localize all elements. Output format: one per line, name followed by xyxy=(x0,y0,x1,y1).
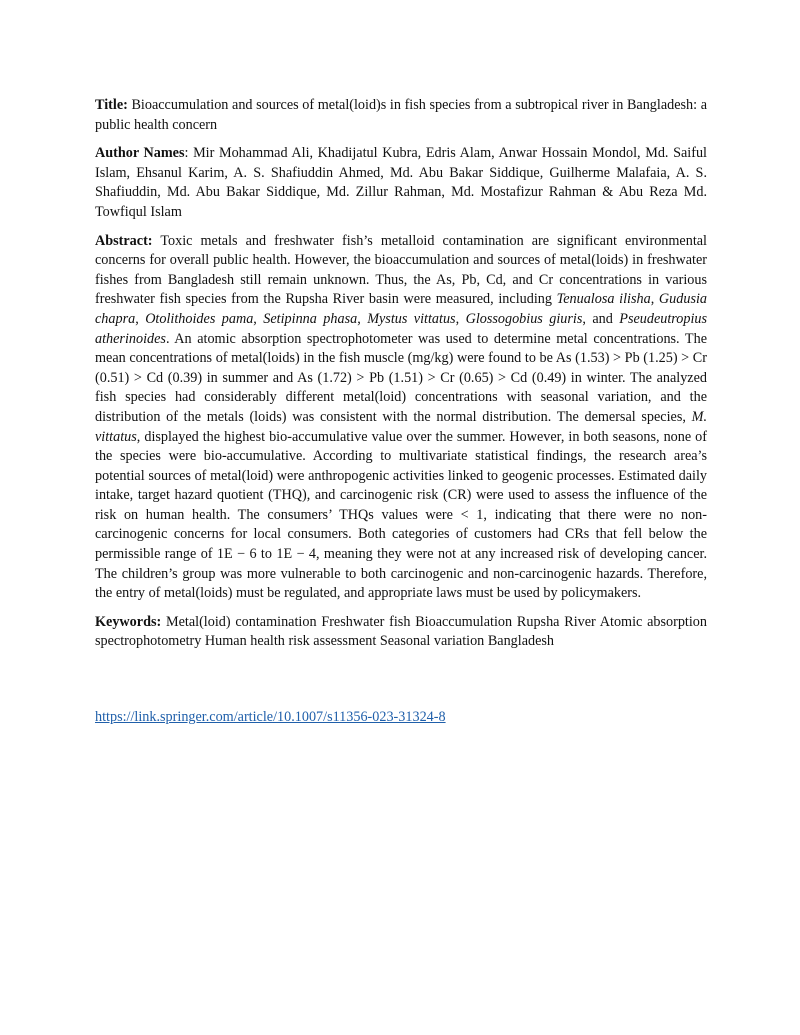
document-body xyxy=(95,96,707,661)
separator: , xyxy=(357,310,368,327)
species-name: Tenualosa ilisha xyxy=(556,291,651,308)
keywords-text: Metal(loid) contamination Freshwater fish Bioaccumulation Rupsha River Atomic absorption spectrophotometry Human health risk assessment Seasonal variation Bangladesh xyxy=(95,613,707,650)
keywords-label: Keywords: xyxy=(95,613,162,630)
title-text: Bioaccumulation and sources of metal(loid)s in fish species from a subtropical river in Bangladesh: a public health concern xyxy=(95,97,707,133)
separator: , xyxy=(135,310,146,327)
abstract-text-1: Toxic metals and freshwater fish’s metalloid contamination are significant environmental concerns for overall public health. However, the bioaccumulation and sources of metal(loids) in freshwater fishes from Bangladesh still remain unknown. Thus, the As, Pb, Cd, and Cr concentrations in various freshwater fish species from the Rupsha River basin were measured, including xyxy=(95,232,707,308)
title-paragraph xyxy=(95,96,707,135)
abstract-paragraph xyxy=(95,232,707,604)
species-name: Setipinna phasa xyxy=(263,310,358,327)
separator: , xyxy=(253,310,264,327)
separator: , and xyxy=(582,310,620,327)
separator: , xyxy=(455,310,466,327)
article-link[interactable]: https://link.springer.com/article/10.1007/s11356-023-31324-8 xyxy=(95,709,446,725)
species-name: Mystus vittatus xyxy=(367,310,456,327)
authors-label: Author Names xyxy=(95,145,185,162)
species-name: Gudusia chapra xyxy=(95,291,708,327)
authors-text: : Mir Mohammad Ali, Khadijatul Kubra, Edris Alam, Anwar Hossain Mondol, Md. Saiful Islam, Ehsanul Karim, A. S. Shafiuddin Ahmed, Md. Abu Bakar Siddique, Guilherme Malafaia, A. S. Shafiuddin, Md. Abu Bakar Siddique, Md. Zillur Rahman, Md. Mostafizur Rahman & Abu Reza Md. Towfiqul Islam xyxy=(95,145,707,220)
species-name: Otolithoides pama xyxy=(145,310,254,327)
abstract-text-2: . An atomic absorption spectrophotometer was used to determine metal concentrations. The mean concentrations of metal(loids) in the fish muscle (mg/kg) were found to be As (1.53) > Pb (1.25) > Cr (0.51) > Cd (0.39) in summer and As (1.72) > Pb (1.51) > Cr (0.65) > Cd (0.49) in winter. The analyzed fish species had considerably different metal(loid) concentrations with seasonal variation, and the distribution of the metals (loids) was consistent with the normal distribution. The demersal species, xyxy=(95,330,707,425)
species-name: Pseudeutropius atherinoides xyxy=(95,310,708,347)
abstract-text-3: , displayed the highest bio-accumulative value over the summer. However, in both seasons, none of the species were bio-accumulative. According to multivariate statistical findings, the research area’s potential sources of metal(loid) were anthropogenic activities linked to geogenic processes. Estimated daily intake, target hazard quotient (THQ), and carcinogenic risk (CR) were used to assess the influence of the risk on human health. The consumers’ THQs values were < 1, indicating that there were no non-carcinogenic concerns for local consumers. Both categories of customers had CRs that fell below the permissible range of 1E − 6 to 1E − 4, meaning they were not at any increased risk of developing cancer. The children’s group was more vulnerable to both carcinogenic and non-carcinogenic hazards. Therefore, the entry of metal(loids) must be regulated, and appropriate laws must be used by policymakers. xyxy=(95,428,707,602)
title-label: Title: xyxy=(95,97,128,113)
abstract-label: Abstract: xyxy=(95,232,153,249)
species-name: M. vittatus xyxy=(95,408,707,445)
species-name: Glossogobius giuris xyxy=(465,310,583,327)
authors-paragraph xyxy=(95,144,707,222)
separator: , xyxy=(650,291,659,308)
keywords-paragraph xyxy=(95,613,707,652)
